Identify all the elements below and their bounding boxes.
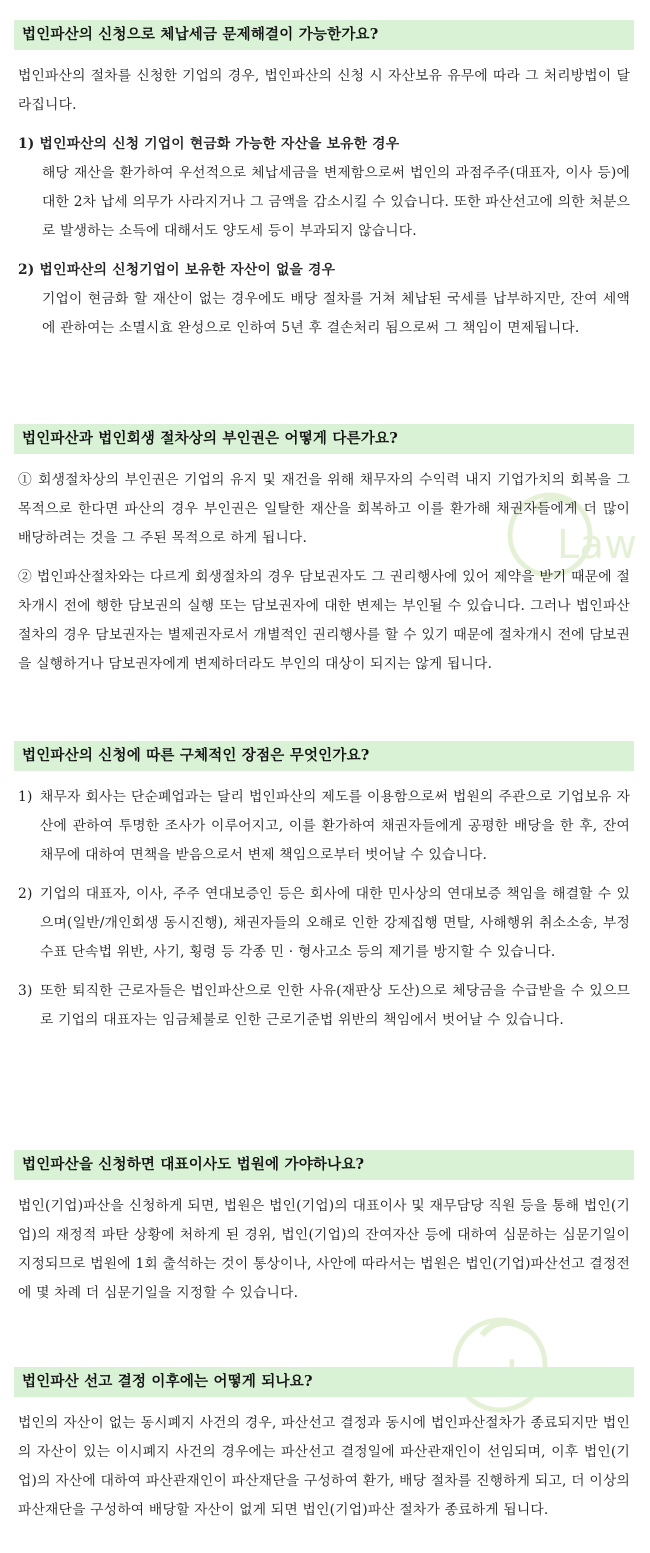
item-body: 해당 재산을 환가하여 우선적으로 체납세금을 변제함으로써 법인의 과점주주(대표자, 이사 등)에 대한 2차 납세 의무가 사라지거나 그 금액을 감소시킬 수 있습니다. 또한 파산선고에 의한 처분으로 발생하는 소득에 대해서도 양도세 등이 부과되지 않습니다. <box>42 165 630 239</box>
faq-section-advantages <box>14 741 634 1045</box>
faq-section-tax <box>14 20 634 353</box>
section-heading: 법인파산과 법인회생 절차상의 부인권은 어떻게 다른가요? <box>14 424 634 454</box>
item-body: 기업이 현금화 할 재산이 없는 경우에도 배당 절차를 거쳐 체납된 국세를 납부하지만, 잔여 세액에 관하여는 소멸시효 완성으로 인하여 5년 후 결손처리 됨으로써 그 책임이 면제됩니다. <box>42 291 630 336</box>
list-item <box>18 256 630 343</box>
paragraph: 법인의 자산이 없는 동시폐지 사건의 경우, 파산선고 결정과 동시에 법인파산절차가 종료되지만 법인의 자산이 있는 이시폐지 사건의 경우에는 파산선고 결정일에 파산관재인이 선임되며, 이후 법인(기업)의 자산에 대하여 파산관재인이 파산재단을 구성하여 환가, 배당 절차를 진행하게 되고, 더 이상의 파산재단을 구성하여 배당할 자산이 없게 되면 법인(기업)파산 절차가 종료하게 됩니다. <box>18 1415 630 1518</box>
section-heading: 법인파산의 신청에 따른 구체적인 장점은 무엇인가요? <box>14 741 634 771</box>
item-number: 1) <box>18 789 33 805</box>
item-text: 채무자 회사는 단순폐업과는 달리 법인파산의 제도를 이용함으로써 법원의 주관으로 기업보유 자산에 관하여 투명한 조사가 이루어지고, 이를 환가하여 채권자들에게 공평한 배당을 한 후, 잔여채무에 대하여 면책을 받음으로서 변제 책임으로부터 벗어날 수 있습니다. <box>40 789 630 863</box>
section-heading: 법인파산의 신청으로 체납세금 문제해결이 가능한가요? <box>14 20 634 50</box>
faq-section-court-attendance <box>14 1150 634 1318</box>
intro-paragraph: 법인파산의 절차를 신청한 기업의 경우, 법인파산의 신청 시 자산보유 유무에 따라 그 처리방법이 달라집니다. <box>18 68 630 113</box>
list-item <box>18 783 630 870</box>
item-title: 2) 법인파산의 신청기업이 보유한 자산이 없을 경우 <box>18 262 336 278</box>
section-heading: 법인파산을 신청하면 대표이사도 법원에 가야하나요? <box>14 1150 634 1180</box>
item-title: 1) 법인파산의 신청 기업이 현금화 가능한 자산을 보유한 경우 <box>18 136 400 152</box>
item-text: 기업의 대표자, 이사, 주주 연대보증인 등은 회사에 대한 민사상의 연대보증 책임을 해결할 수 있으며(일반/개인회생 동시진행), 채권자들의 오해로 인한 강제집행 면탈, 사해행위 취소소송, 부정수표 단속법 위반, 사기, 횡령 등 각종 민 · 형사고소 등의 제기를 방지할 수 있습니다. <box>40 886 630 960</box>
faq-section-avoidance-right <box>14 424 634 689</box>
list-item <box>18 880 630 967</box>
paragraph: ① 회생절차상의 부인권은 기업의 유지 및 재건을 위해 채무자의 수익력 내지 기업가치의 회복을 그 목적으로 한다면 파산의 경우 부인권은 일탈한 재산을 회복하고 이를 환가해 채권자들에게 더 많이 배당하려는 것을 그 주된 목적으로 하게 됩니다. <box>18 472 630 546</box>
item-number: 2) <box>18 886 33 902</box>
svg-text:Law: Law <box>557 522 638 568</box>
item-text: 또한 퇴직한 근로자들은 법인파산으로 인한 사유(재판상 도산)으로 체당금을 수급받을 수 있으므로 기업의 대표자는 임금체불로 인한 근로기준법 위반의 책임에서 벗어날 수 있습니다. <box>40 983 630 1028</box>
faq-section-after-declaration <box>14 1367 634 1535</box>
item-number: 3) <box>18 983 33 999</box>
paragraph: ② 법인파산절차와는 다르게 회생절차의 경우 담보권자도 그 권리행사에 있어 제약을 받기 때문에 절차개시 전에 행한 담보권의 실행 또는 담보권자에 대한 변제는 부인될 수 있습니다. 그러나 법인파산절차의 경우 담보권자는 별제권자로서 개별적인 권리행사를 할 수 있기 때문에 절차개시 전에 담보권을 실행하거나 담보권자에게 변제하더라도 부인의 대상이 되지는 않게 됩니다. <box>18 569 630 672</box>
list-item <box>18 977 630 1035</box>
paragraph: 법인(기업)파산을 신청하게 되면, 법원은 법인(기업)의 대표이사 및 재무담당 직원 등을 통해 법인(기업)의 재정적 파탄 상황에 처하게 된 경위, 법인(기업)의 잔여자산 등에 대하여 심문하는 심문기일이 지정되므로 법원에 1회 출석하는 것이 통상이나, 사안에 따라서는 법원은 법인(기업)파산선고 결정전에 몇 차례 더 심문기일을 지정할 수 있습니다. <box>18 1198 630 1301</box>
list-item <box>18 130 630 246</box>
section-heading: 법인파산 선고 결정 이후에는 어떻게 되나요? <box>14 1367 634 1397</box>
